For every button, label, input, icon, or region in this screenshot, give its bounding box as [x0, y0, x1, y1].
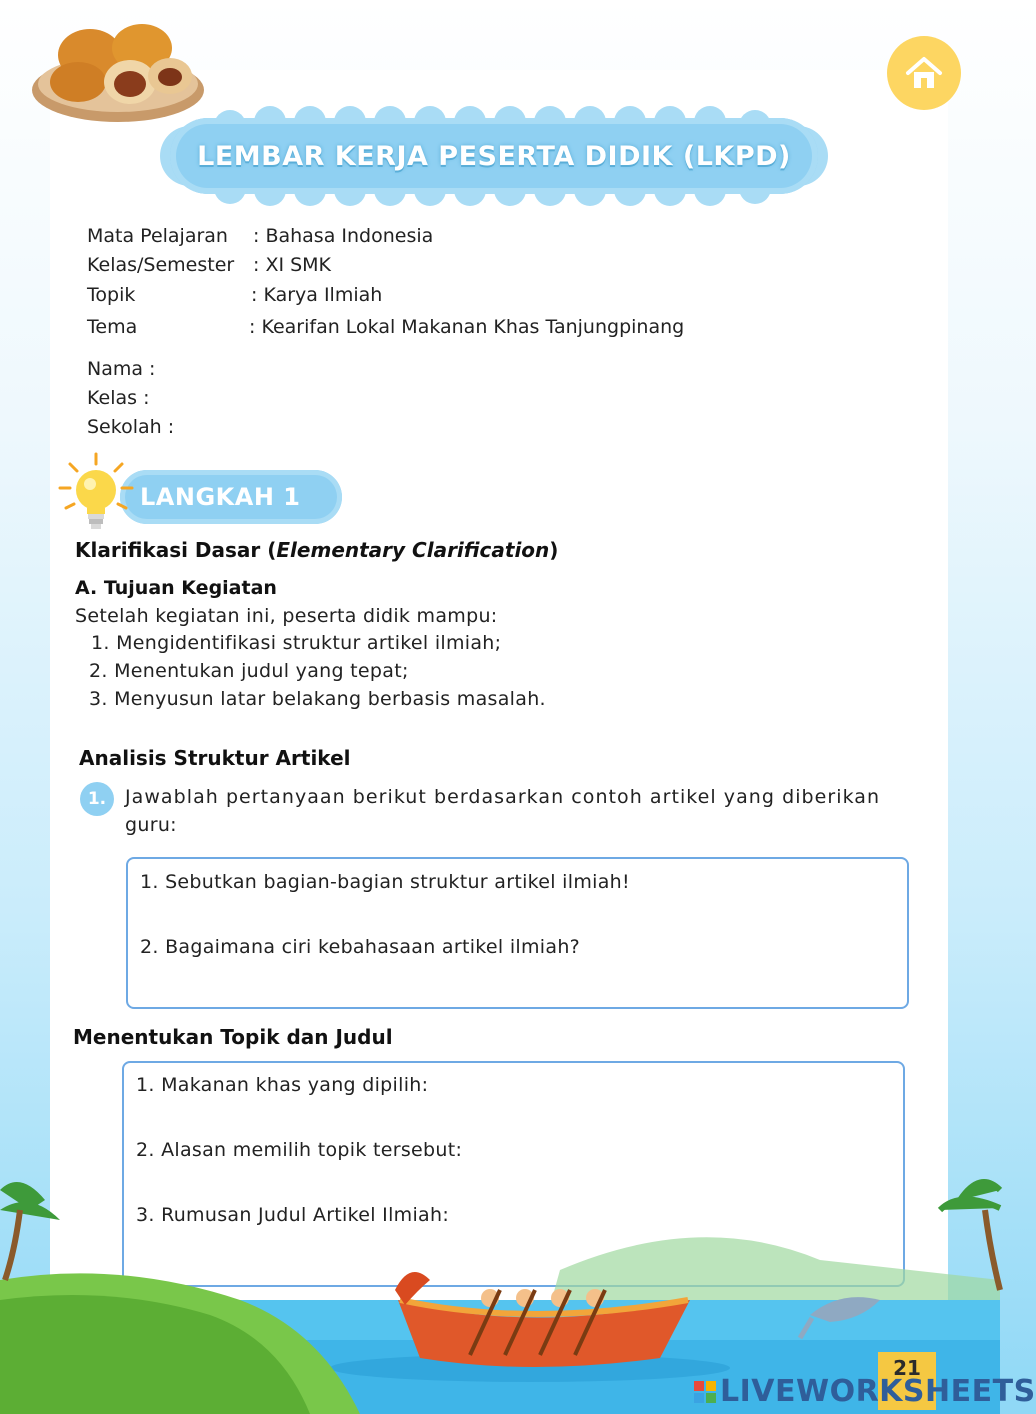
- class-value: : XI SMK: [253, 254, 332, 276]
- step-heading-italic: Elementary Clarification: [276, 538, 550, 562]
- analisis-heading: Analisis Struktur Artikel: [79, 746, 351, 770]
- theme-label: Tema: [87, 316, 138, 338]
- tujuan-item: 2. Menentukan judul yang tepat;: [89, 660, 409, 682]
- analisis-instruction-cont: guru:: [125, 814, 177, 836]
- topik-prompt: 1. Makanan khas yang dipilih:: [136, 1074, 429, 1096]
- liveworksheets-logo: [694, 1374, 1036, 1409]
- lightbulb-icon: [58, 452, 134, 536]
- tujuan-intro: Setelah kegiatan ini, peserta didik mampu:: [75, 605, 498, 627]
- topik-prompt: 3. Rumusan Judul Artikel Ilmiah:: [136, 1204, 450, 1226]
- step-label: LANGKAH 1: [140, 483, 301, 511]
- question-number-badge: 1.: [80, 782, 114, 816]
- class-label: Kelas/Semester: [87, 254, 235, 276]
- info-row-subject: [87, 225, 433, 247]
- info-row-topic: [87, 284, 382, 306]
- brand-name: LIVEWORKSHEETS: [720, 1374, 1036, 1409]
- analisis-instruction: Jawablah pertanyaan berikut berdasarkan contoh artikel yang diberikan: [125, 786, 881, 808]
- step-heading-suffix: ): [549, 538, 559, 562]
- topik-prompt: 2. Alasan memilih topik tersebut:: [136, 1139, 463, 1161]
- step-heading-prefix: Klarifikasi Dasar (: [75, 538, 277, 562]
- info-row-theme: [87, 316, 684, 338]
- topic-value: : Karya Ilmiah: [251, 284, 383, 306]
- page-number: 21: [878, 1352, 936, 1410]
- analisis-question: 2. Bagaimana ciri kebahasaan artikel ilmiah?: [140, 936, 581, 958]
- tujuan-item: 3. Menyusun latar belakang berbasis masalah.: [89, 688, 546, 710]
- home-button[interactable]: [887, 36, 961, 110]
- page-title: LEMBAR KERJA PESERTA DIDIK (LKPD): [197, 140, 791, 172]
- home-icon: [902, 51, 946, 95]
- tujuan-item: 1. Mengidentifikasi struktur artikel ilmiah;: [91, 632, 502, 654]
- brand-mark-icon: [694, 1381, 716, 1403]
- topic-label: Topik: [87, 284, 136, 306]
- school-field-label[interactable]: Sekolah :: [87, 416, 175, 438]
- theme-value: : Kearifan Lokal Makanan Khas Tanjungpinang: [249, 316, 685, 338]
- step-heading: [75, 538, 558, 562]
- class-field-label[interactable]: Kelas :: [87, 387, 150, 409]
- subject-label: Mata Pelajaran: [87, 225, 228, 247]
- tujuan-heading: A. Tujuan Kegiatan: [75, 577, 277, 599]
- analisis-answer-box[interactable]: [126, 857, 909, 1009]
- title-banner: [170, 118, 818, 194]
- subject-value: : Bahasa Indonesia: [253, 225, 434, 247]
- name-field-label[interactable]: Nama :: [87, 358, 156, 380]
- step-badge: [120, 470, 342, 524]
- info-row-class: [87, 254, 331, 276]
- analisis-question: 1. Sebutkan bagian-bagian struktur artikel ilmiah!: [140, 871, 630, 893]
- topik-judul-heading: Menentukan Topik dan Judul: [73, 1025, 393, 1049]
